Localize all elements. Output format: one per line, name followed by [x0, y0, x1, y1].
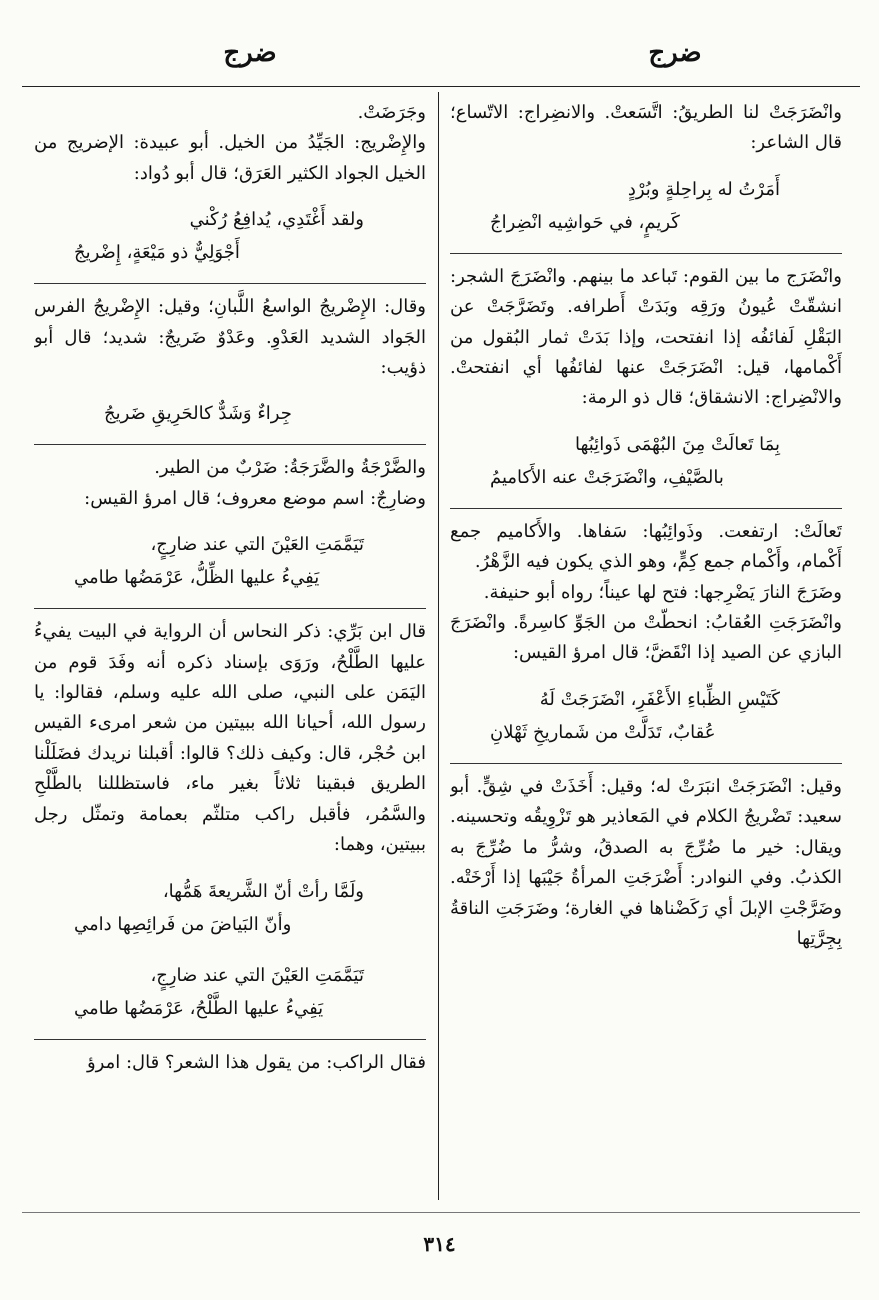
paragraph: وجَرَضَتْ.	[357, 102, 426, 123]
verse-line: ولقد أَغْتَدِي، يُدافِعُ رُكْني	[189, 209, 364, 231]
paragraph: وضَرَجَ النارَ يَضْرِجها: فتح لها عيناً؛ رواه أبو حنيفة.	[483, 581, 842, 603]
verse-line: بالصَّيْفِ، وانْضَرَجَتْ عنه الأَكاميمُ	[490, 466, 724, 488]
verse-line: جِراءٌ وَشَدٌّ كالحَرِيقِ ضَريجُ	[104, 403, 292, 425]
verse-line: أَجْوَلِيٌّ ذو مَيْعَةٍ، إِضْريجُ	[74, 242, 240, 264]
separator-line	[34, 608, 426, 609]
verse-line: تَيَمَّمَتِ العَيْنَ التي عند ضارِجٍ،	[150, 534, 364, 556]
paragraph: وضارِجٌ: اسم موضع معروف؛ قال امرؤ القيس:	[84, 487, 426, 509]
separator-line	[450, 508, 842, 509]
verse-line: تَيَمَّمَتِ العَيْنَ التي عند ضارِجٍ،	[150, 964, 364, 986]
verse-line: كَتَيْسِ الظِّباءِ الأَعْفَرِ، انْضَرَجَتْ لَهُ	[539, 688, 780, 710]
verse-line: يَفِيءُ عليها الطَّلْحُ، عَرْمَضُها طامي	[74, 997, 324, 1019]
right-column	[450, 98, 842, 1203]
paragraph: وقال: الإِضْريجُ الواسعُ اللَّبانِ؛ وقيل: الإِضْريجُ الفرس الجَواد الشديد العَدْوِ. وعَدْوٌ ضَريجٌ: شديد؛ قال أبو ذؤيب:	[34, 296, 426, 379]
separator-line	[450, 763, 842, 764]
page-number: ٣١٤	[423, 1232, 456, 1256]
verse-block	[450, 424, 842, 498]
verse-block	[34, 955, 426, 1029]
verse-line: ولَمَّا رأتْ أنّ الشَّريعةَ هَمُّها،	[162, 880, 364, 902]
paragraph: تَعالَتْ: ارتفعت. وذَوائِبُها: سَفاها. والأَكاميم جمع أَكْمام، وأَكْمام جمع كِمٍّ، وهو الذي يكون فيه الزَّهْرُ.	[450, 520, 842, 573]
verse-line: عُقابٌ، تَدَلَّتْ من شَماريخِ ثَهْلانِ	[490, 721, 716, 743]
separator-line	[450, 253, 842, 254]
paragraph: وانْضَرَج ما بين القوم: تَباعد ما بينهم. وانْضَرَجَ الشجر: انشقّتْ عُيونُ ورَقِه وبَدَتْ أَطرافه. وتَضَرَّجَتْ عن البَقْلِ لَفائفُه إذا انفتحت، وإذا بَدَتْ ثمار البُقول من أَكْمامها، قيل: انْضَرَجَتْ عنها لفائفُها أي انفتحتْ. والانْضِراج: الانشقاق؛ قال ذو الرمة:	[450, 265, 842, 409]
paragraph: وانْضَرَجَتِ العُقابُ: انحطّتْ من الجَوِّ كاسِرةً. وانْضَرَجَ البازي عن الصيد إذا انْقَضَّ؛ قال امرؤ القيس:	[450, 612, 842, 664]
verse-block	[34, 199, 426, 273]
verse-line: أَمَرْتُ له بِراحِلةٍ وبُرْدٍ	[627, 178, 780, 200]
verse-block	[34, 524, 426, 598]
separator-line	[34, 283, 426, 284]
verse-block	[450, 169, 842, 243]
running-head-right: ضرج	[648, 38, 702, 68]
verse-block	[34, 393, 426, 434]
left-column	[34, 98, 426, 1203]
verse-block	[450, 679, 842, 753]
paragraph: وقيل: انْضَرَجَتْ انبَرَتْ له؛ وقيل: أَخَذَتْ في شِقٍّ. أبو سعيد: تَضْريجُ الكلام في المَعاذير هو تَزْوِيقُه وتحسينه. ويقال: خير ما ضُرِّجَ به الصدقُ، وشرُّ ما ضُرِّجَ به الكذبُ. وفي النوادر: أَضْرَجَتِ المرأةُ جَيْبَها إذا أَرْخَتْه. وضَرَّجْتِ الإبلَ أي رَكَضْناها في الغارة؛ وضَرَجَتِ الناقةُ بِجِرَّتِها	[450, 775, 842, 949]
verse-line: كَريمٍ، في حَواشِيه انْضِراجُ	[490, 211, 680, 233]
separator-line	[34, 444, 426, 445]
verse-line: وأنّ البَياضَ من فَرائِصِها دامي	[74, 913, 292, 935]
paragraph: وانْضَرَجَتْ لنا الطريقُ: اتَّسَعتْ. والانضِراج: الاتّساع؛ قال الشاعر:	[450, 102, 842, 154]
footer-rule	[22, 1212, 860, 1213]
paragraph: والضَّرْجَةُ والضَّرَجَةُ: ضَرْبٌ من الطير.	[154, 457, 426, 479]
paragraph: قال ابن بَرِّي: ذكر النحاس أن الرواية في البيت يفيءُ عليها الطَّلْحُ، ورَوَى بإسناد ذكره أنه وفَدَ قوم من اليَمَن على النبي، صلى الله عليه وسلم، فقالوا: يا رسول الله، أحيانا الله ببيتين من شعر امرىء القيس ابن حُجْر، قال: وكيف ذلك؟ قالوا: أقبلنا نريدك فضَلَلْنا الطريق فبقينا ثلاثاً بغير ماء، فاستظللنا بالطَّلْحِ والسَّمُر، فأقبل راكب متلثّم بعمامة وتمثّل رجل ببيتين، وهما:	[34, 621, 426, 856]
verse-line: بِمَا تَعالَتْ مِنَ البُهْمَى ذَوائِبُها	[574, 433, 780, 455]
running-head-left: ضرج	[223, 38, 277, 68]
paragraph: فقال الراكب: من يقول هذا الشعر؟ قال: امرؤ	[86, 1051, 426, 1073]
separator-line	[34, 1039, 426, 1040]
verse-line: يَفِيءُ عليها الظِّلُّ، عَرْمَضُها طامي	[74, 567, 320, 589]
verse-block	[34, 871, 426, 945]
header-rule	[22, 86, 860, 87]
paragraph: والإِضْريج: الجَيِّدُ من الخيل. أبو عبيدة: الإضريج من الخيل الجواد الكثير العَرَق؛ قال أبو دُواد:	[34, 132, 426, 184]
column-divider	[438, 92, 439, 1200]
